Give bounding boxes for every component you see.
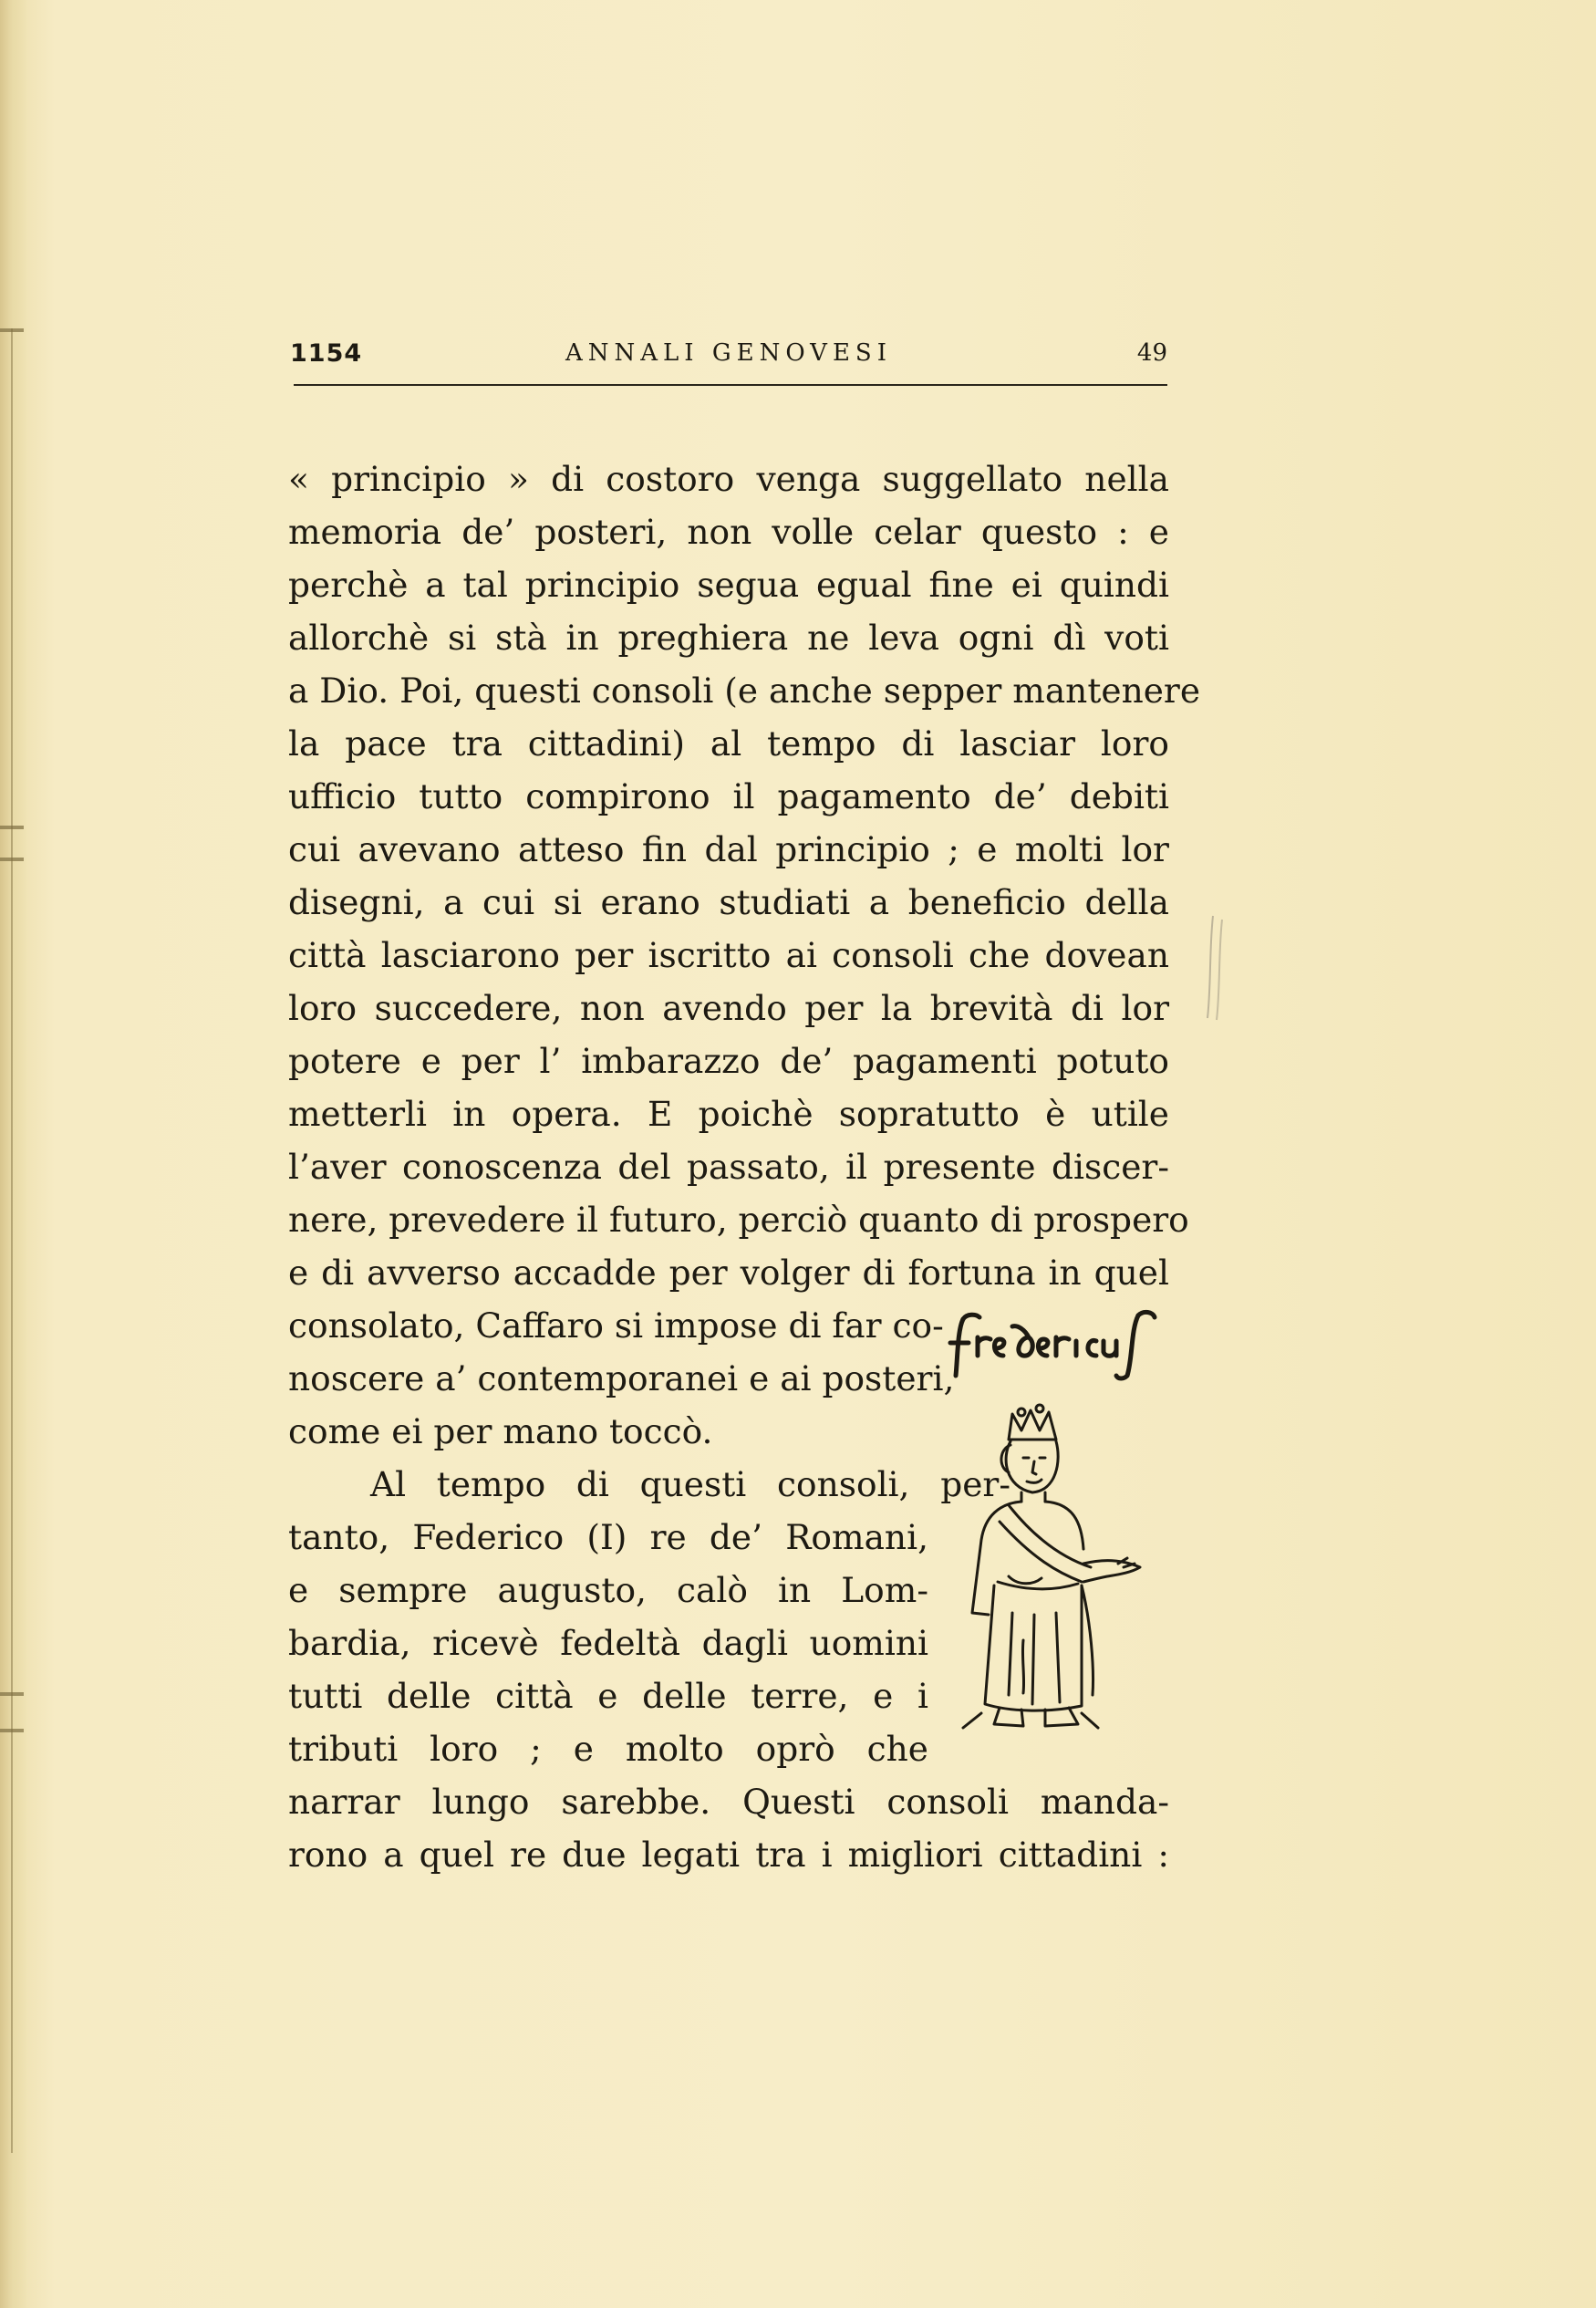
page-number: 49 (1136, 339, 1167, 367)
running-header (290, 339, 1167, 381)
header-rule (294, 384, 1167, 386)
fredericus-caption (945, 1303, 1173, 1381)
text-line: memoria de’ posteri, non volle celar questo : e (288, 512, 1169, 552)
text-line: tanto, Federico (I) re de’ Romani, (288, 1517, 928, 1557)
binding-stitch (0, 858, 24, 861)
text-line: città lasciarono per iscritto ai consoli che dovean (288, 935, 1169, 975)
text-line: a Dio. Poi, questi consoli (e anche sepper mantenere (288, 671, 1201, 711)
margin-pencil-mark (1186, 912, 1240, 1022)
text-line: consolato, Caffaro si impose di far co- (288, 1305, 944, 1346)
text-line: « principio » di costoro venga suggellato nella (288, 459, 1169, 499)
header-year: 1154 (290, 339, 363, 368)
text-line: Al tempo di questi consoli, per- (370, 1464, 1010, 1504)
text-line: tutti delle città e delle terre, e i (288, 1676, 928, 1716)
binding-stitch (0, 1692, 24, 1696)
text-line: come ei per mano toccò. (288, 1411, 713, 1451)
text-line: rono a quel re due legati tra i migliori cittadini : (288, 1835, 1169, 1875)
text-line: e sempre augusto, calò in Lom- (288, 1570, 928, 1610)
binding-stitch (0, 826, 24, 829)
text-line: ufficio tutto compirono il pagamento de’ debiti (288, 776, 1169, 816)
text-line: la pace tra cittadini) al tempo di lasciar loro (288, 723, 1169, 764)
king-figure-drawing-icon (945, 1403, 1173, 1786)
text-line: allorchè si stà in preghiera ne leva ogni dì voti (288, 618, 1169, 658)
text-line: noscere a’ contemporanei e ai posteri, (288, 1358, 955, 1398)
king-figure-illustration (945, 1303, 1173, 1759)
text-line: tributi loro ; e molto oprò che (288, 1729, 928, 1769)
text-line: disegni, a cui si erano studiati a beneficio della (288, 882, 1169, 922)
text-line: nere, prevedere il futuro, perciò quanto di prospero (288, 1200, 1189, 1240)
text-line: narrar lungo sarebbe. Questi consoli manda- (288, 1782, 1169, 1822)
page-binding-edge (0, 0, 27, 2308)
text-line: perchè a tal principio segua egual fine ei quindi (288, 565, 1169, 605)
text-line: potere e per l’ imbarazzo de’ pagamenti potuto (288, 1041, 1169, 1081)
text-line: e di avverso accadde per volger di fortuna in quel (288, 1253, 1169, 1293)
binding-stitch (0, 1729, 24, 1732)
text-line: cui avevano atteso fin dal principio ; e molti lor (288, 829, 1169, 869)
header-title: ANNALI GENOVESI (565, 339, 893, 367)
text-line: metterli in opera. E poichè sopratutto è utile (288, 1094, 1169, 1134)
text-line: bardia, ricevè fedeltà dagli uomini (288, 1623, 928, 1663)
binding-thread (11, 328, 13, 2153)
text-line: loro succedere, non avendo per la brevità di lor (288, 988, 1169, 1028)
text-line: l’aver conoscenza del passato, il presente discer- (288, 1147, 1169, 1187)
binding-stitch (0, 328, 24, 332)
